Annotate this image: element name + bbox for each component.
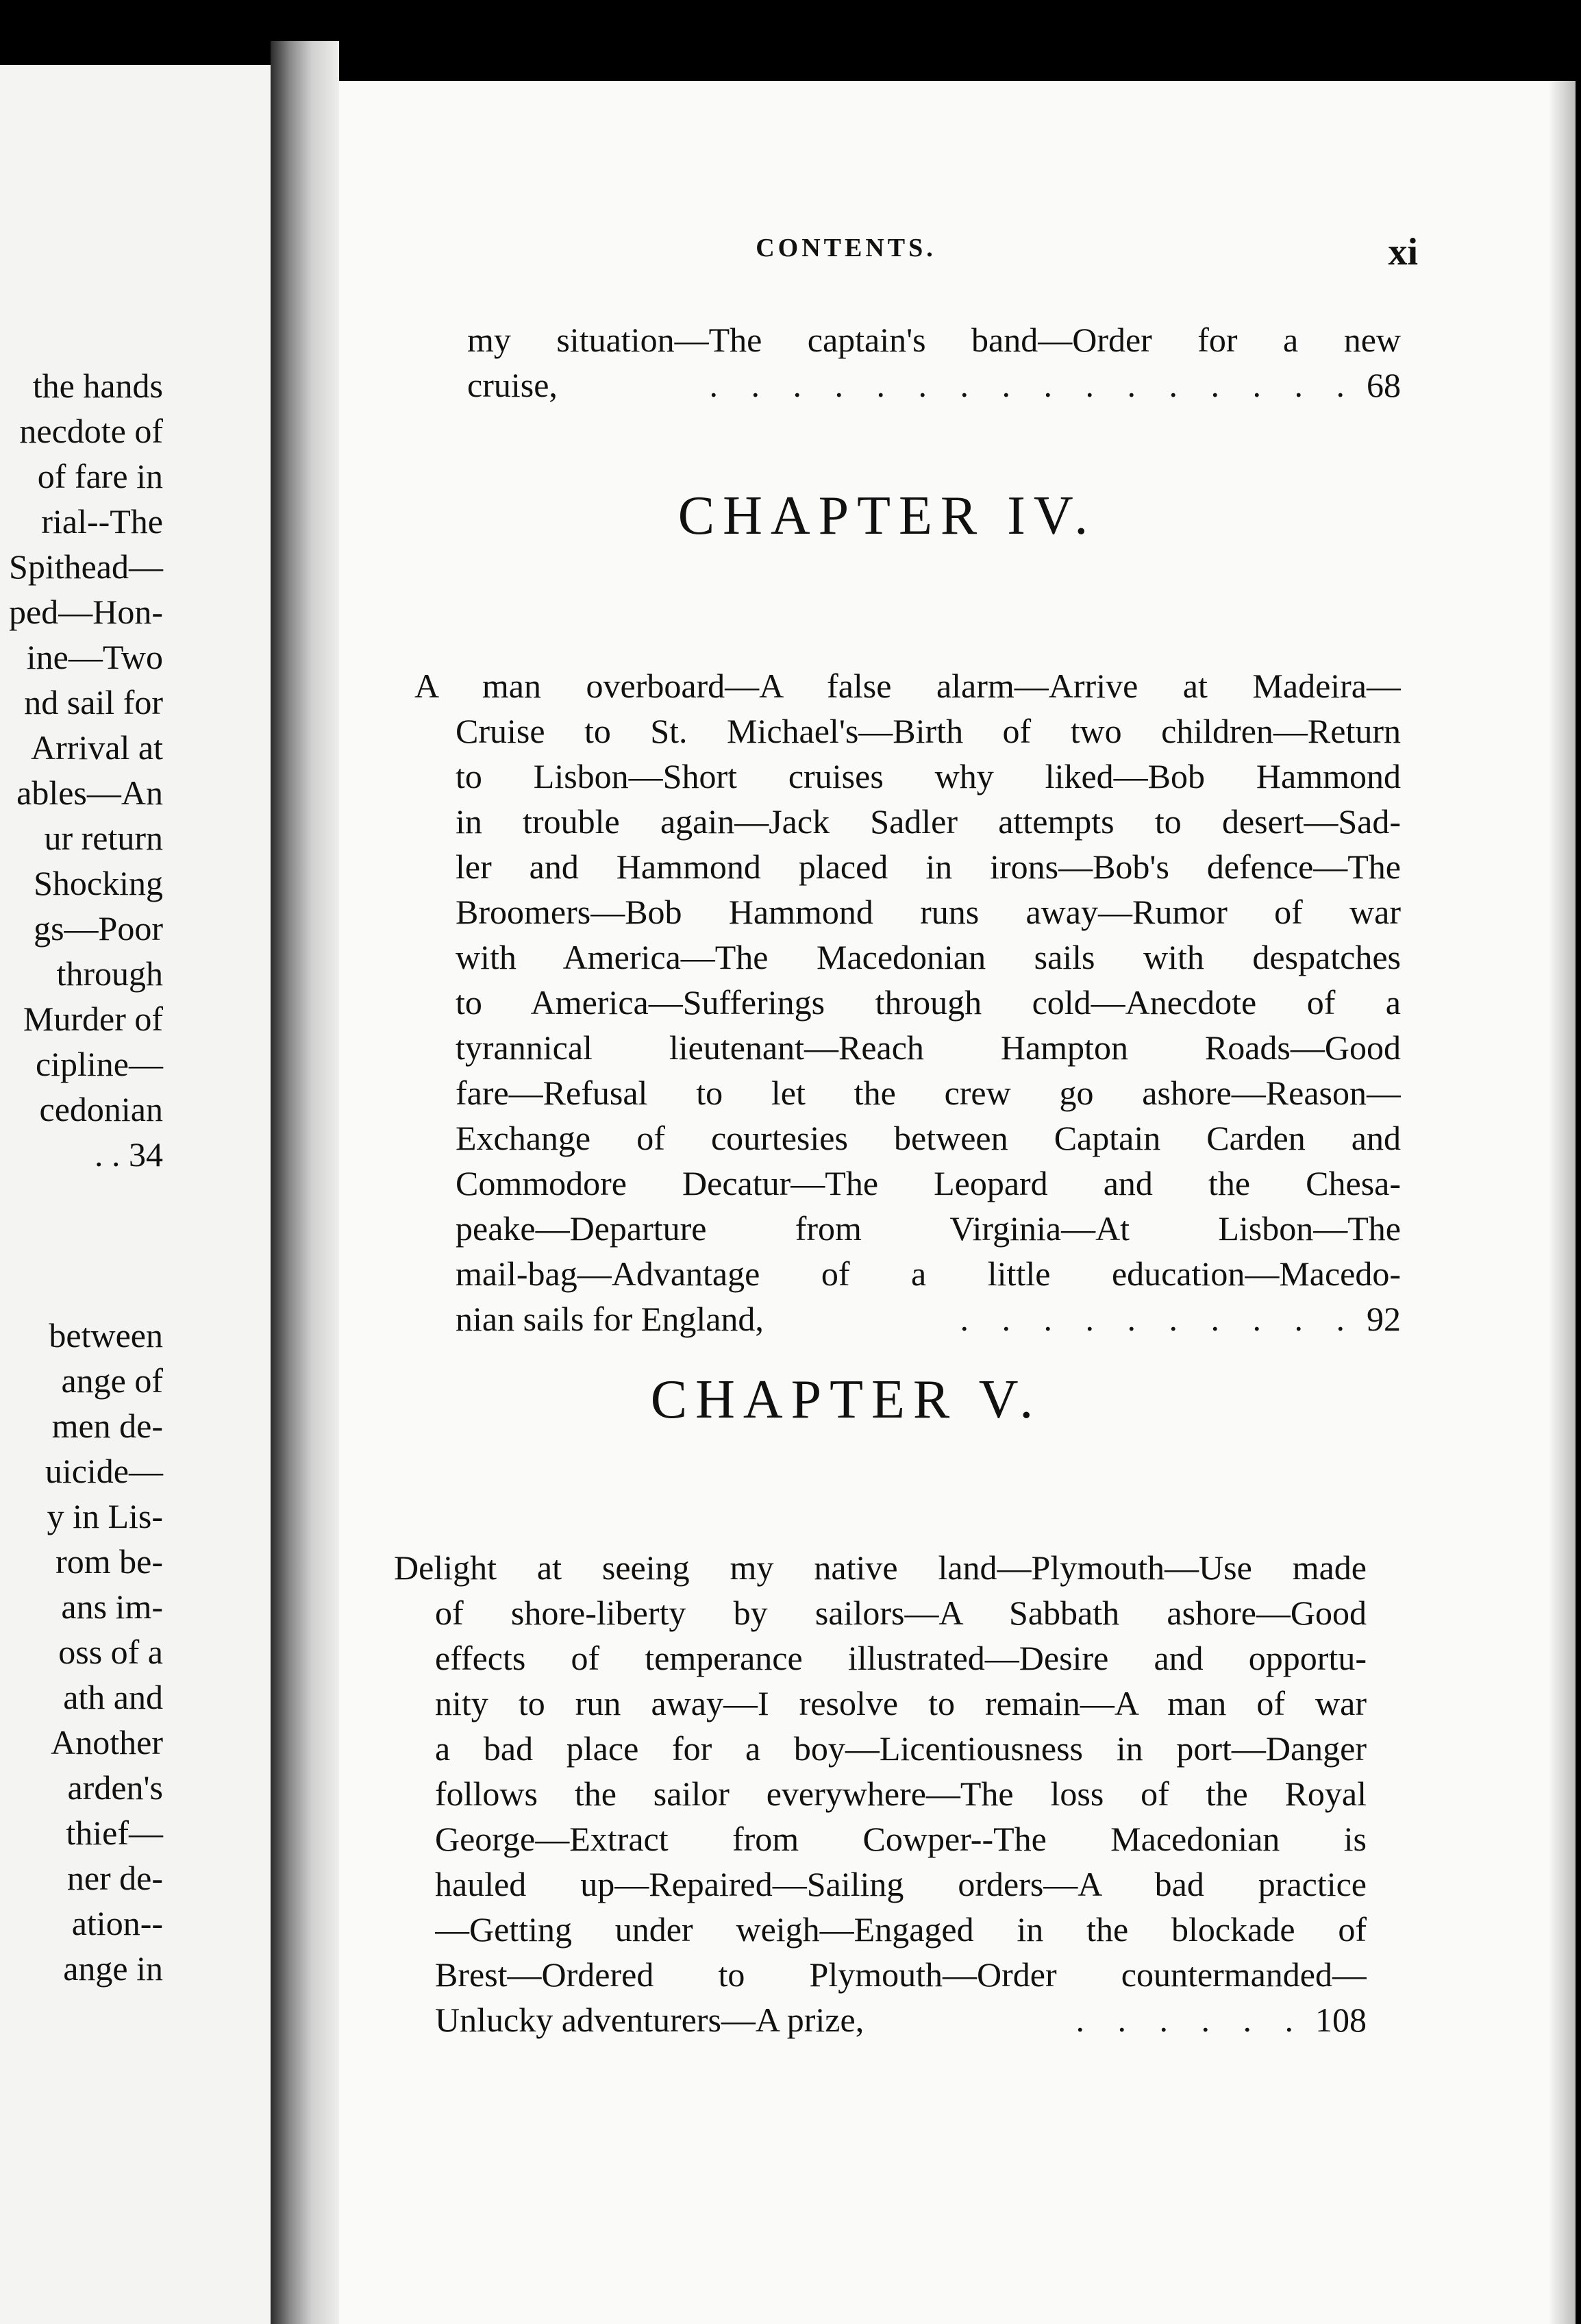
left-page-line: ur return bbox=[44, 819, 163, 857]
leader-dots: . . . . . . bbox=[1075, 2001, 1306, 2039]
left-page-line: ans im- bbox=[61, 1587, 163, 1626]
left-page-line: ange in bbox=[63, 1949, 163, 1988]
summary-line: to America—Sufferings through cold—Anecdote of a bbox=[456, 983, 1401, 1022]
left-page-line: the hands bbox=[32, 367, 163, 405]
summary-line: follows the sailor everywhere—The loss of the Royal bbox=[435, 1775, 1367, 1813]
summary-line: —Getting under weigh—Engaged in the blockade of bbox=[435, 1910, 1367, 1949]
summary-line: George—Extract from Cowper--The Macedonian is bbox=[435, 1820, 1367, 1858]
leader-dots: . . . . . . . . . . . . . . . . bbox=[709, 366, 1357, 404]
summary-line: fare—Refusal to let the crew go ashore—Reason— bbox=[456, 1074, 1401, 1112]
summary-line: Commodore Decatur—The Leopard and the Chesa- bbox=[456, 1164, 1401, 1202]
summary-line: ler and Hammond placed in irons—Bob's defence—The bbox=[456, 848, 1401, 886]
summary-line: with America—The Macedonian sails with despatches bbox=[456, 938, 1401, 976]
left-page-line: y in Lis- bbox=[47, 1497, 163, 1535]
leader-dots: . . . . . . . . . . bbox=[960, 1300, 1357, 1338]
left-page-line: cedonian bbox=[39, 1090, 163, 1128]
chapter-page-ref: 108 bbox=[1315, 2001, 1367, 2039]
summary-line: Broomers—Bob Hammond runs away—Rumor of war bbox=[456, 893, 1401, 931]
running-header-title: CONTENTS. bbox=[756, 234, 936, 262]
left-page-line: Murder of bbox=[23, 1000, 163, 1038]
summary-line: Exchange of courtesies between Captain Carden and bbox=[456, 1119, 1401, 1157]
left-page-line: . . 34 bbox=[95, 1135, 163, 1174]
summary-line: tyrannical lieutenant—Reach Hampton Roads—Good bbox=[456, 1028, 1401, 1067]
left-page-line: rom be- bbox=[55, 1542, 163, 1581]
left-page-line: ation-- bbox=[71, 1904, 163, 1942]
left-page-line: Arrival at bbox=[31, 728, 163, 767]
left-page-fragment bbox=[0, 65, 271, 2324]
left-page-line: Shocking bbox=[34, 864, 163, 902]
summary-line: Brest—Ordered to Plymouth—Order countermanded— bbox=[435, 1955, 1367, 1994]
book-gutter bbox=[271, 41, 339, 2324]
summary-line: effects of temperance illustrated—Desire and opportu- bbox=[435, 1639, 1367, 1677]
summary-line: Cruise to St. Michael's—Birth of two children—Return bbox=[456, 712, 1401, 750]
summary-line: peake—Departure from Virginia—At Lisbon—The bbox=[456, 1209, 1401, 1248]
left-page-line: Spithead— bbox=[9, 547, 163, 586]
entry-last-text: cruise, bbox=[467, 366, 558, 404]
left-page-line: ped—Hon- bbox=[9, 593, 163, 631]
left-page-line: cipline— bbox=[35, 1045, 163, 1083]
left-page-line: ath and bbox=[63, 1678, 163, 1716]
left-page-line: arden's bbox=[67, 1768, 163, 1807]
left-page-line: between bbox=[49, 1316, 163, 1355]
summary-line: hauled up—Repaired—Sailing orders—A bad practice bbox=[435, 1865, 1367, 1903]
left-page-line: ner de- bbox=[66, 1859, 163, 1897]
left-page-line: necdote of bbox=[19, 412, 163, 450]
summary-line: A man overboard—A false alarm—Arrive at Madeira— bbox=[414, 667, 1401, 705]
summary-last-line bbox=[435, 1997, 1367, 2042]
summary-line: nity to run away—I resolve to remain—A man of war bbox=[435, 1684, 1367, 1722]
left-page-line: ables—An bbox=[16, 774, 163, 812]
chapter-heading-iv: CHAPTER IV. bbox=[677, 486, 1097, 546]
summary-line: a bad place for a boy—Licentiousness in port—Danger bbox=[435, 1729, 1367, 1768]
left-page-line: rial--The bbox=[41, 502, 163, 541]
summary-line: of shore-liberty by sailors—A Sabbath ashore—Good bbox=[435, 1594, 1367, 1632]
left-page-line: oss of a bbox=[58, 1633, 163, 1671]
summary-last-text: Unlucky adventurers—A prize, bbox=[435, 2001, 864, 2039]
summary-line: mail-bag—Advantage of a little education—Macedo- bbox=[456, 1254, 1401, 1293]
entry-line: my situation—The captain's band—Order for a new bbox=[467, 321, 1401, 359]
left-page-line: Another bbox=[51, 1723, 163, 1761]
chapter-page-ref: 92 bbox=[1367, 1300, 1401, 1338]
summary-line: in trouble again—Jack Sadler attempts to desert—Sad- bbox=[456, 802, 1401, 841]
left-page-line: men de- bbox=[51, 1407, 163, 1445]
left-page-line: of fare in bbox=[37, 457, 163, 495]
entry-last-line bbox=[467, 362, 1401, 408]
left-page-line: ine—Two bbox=[26, 638, 163, 676]
summary-line: to Lisbon—Short cruises why liked—Bob Hammond bbox=[456, 757, 1401, 795]
left-page-line: uicide— bbox=[45, 1452, 163, 1490]
left-page-line: nd sail for bbox=[24, 683, 163, 721]
summary-last-text: nian sails for England, bbox=[456, 1300, 764, 1338]
left-page-line: through bbox=[56, 954, 163, 993]
summary-line: Delight at seeing my native land—Plymouth—Use made bbox=[394, 1548, 1367, 1587]
left-page-line: thief— bbox=[66, 1814, 163, 1852]
page-number: xi bbox=[1388, 231, 1418, 273]
left-page-line: gs—Poor bbox=[34, 909, 163, 948]
contents-page bbox=[339, 81, 1576, 2324]
chapter-heading-v: CHAPTER V. bbox=[650, 1370, 1042, 1430]
left-page-line: ange of bbox=[61, 1361, 163, 1400]
entry-page-ref: 68 bbox=[1367, 366, 1401, 404]
summary-last-line bbox=[456, 1296, 1401, 1342]
